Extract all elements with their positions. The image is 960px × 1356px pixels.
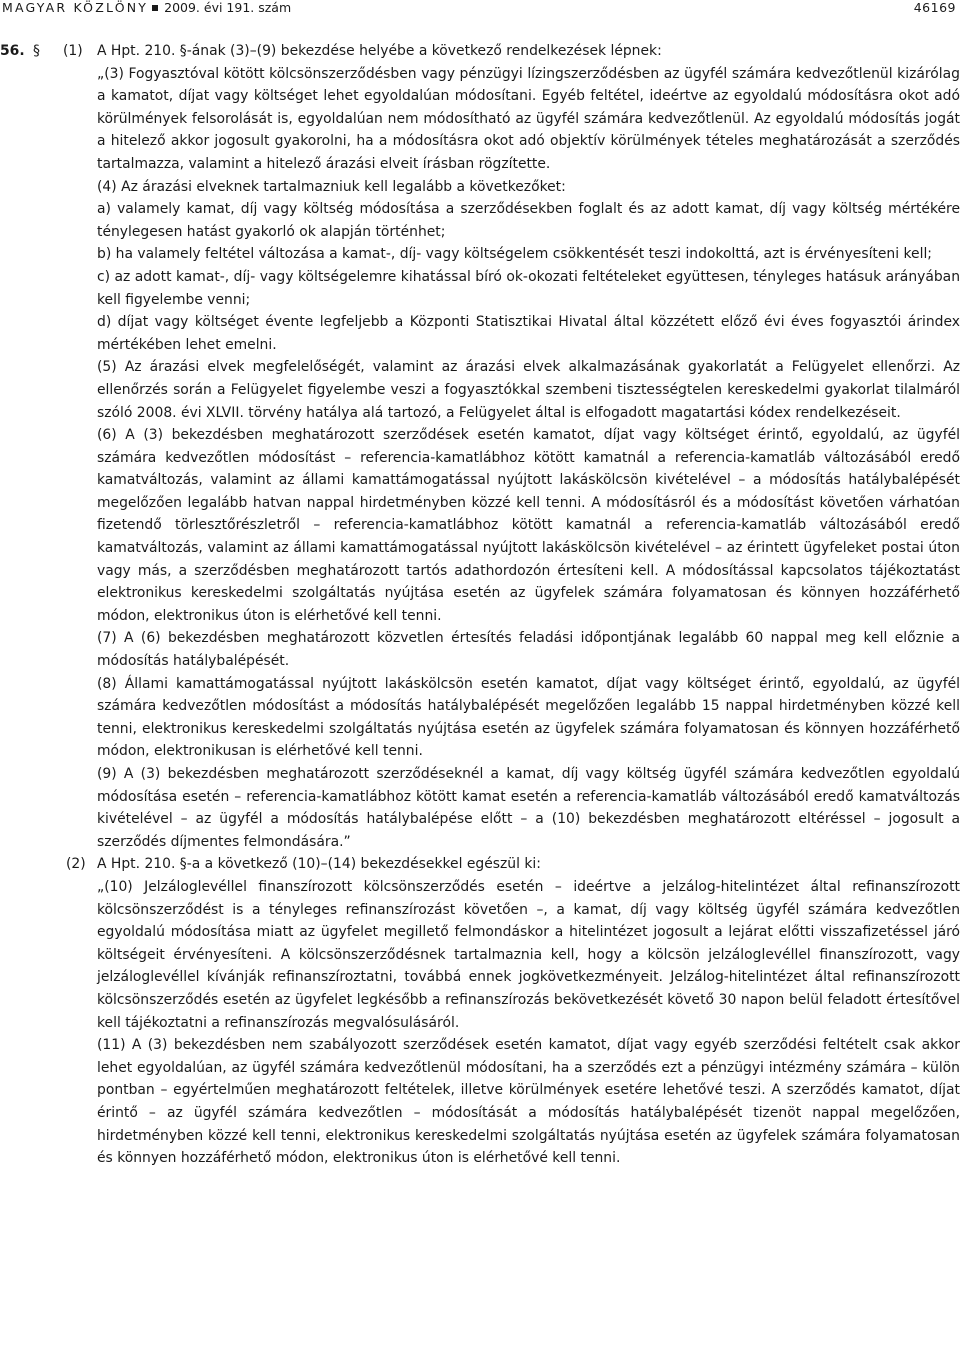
document-body xyxy=(0,40,960,1170)
list-item-c: c) az adott kamat-, díj- vagy költségelemre kihatással bíró ok-okozati feltételeket együttesen, tényleges hatásuk arányában kell figyelembe venni; xyxy=(97,268,960,308)
section-3: „(3) Fogyasztóval kötött kölcsönszerződésben vagy pénzügyi lízingszerződésben az ügyfél számára kedvezőtlenül kizárólag a kamatot, díjat vagy költséget lehet egyoldalúan módosítani. Egyéb feltétel, ideértve az egyoldalú módosításra okot adó körülmények felsorolását is, egyoldalúan nem módosítható az ügyfél számára kedvezőtlenül. Az egyoldalú módosítás jogát a hitelező akkor jogosult gyakorolni, ha a módosításra okot adó objektív körülmények tételes meghatározását a szerződés tartalmazza, valamint a hitelező árazási elveit írásban rögzítette. xyxy=(97,65,960,172)
section-mark: § xyxy=(33,43,40,59)
paragraph-text: A Hpt. 210. §-ának (3)–(9) bekezdése helyébe a következő rendelkezések lépnek: xyxy=(97,43,662,59)
journal-masthead xyxy=(2,0,291,15)
section-4: (4) Az árazási elveknek tartalmazniuk kell legalább a következőket: xyxy=(97,178,566,195)
article-number: 56. xyxy=(0,43,25,59)
section-5: (5) Az árazási elvek megfelelőségét, valamint az árazási elvek alkalmazásának gyakorlatát a Felügyelet ellenőrzi. Az ellenőrzés során a Felügyelet figyelembe veszi a fogyasztókkal szembeni tisztességtelen kereskedelmi gyakorlat tilalmáról szóló 2008. évi XLVII. törvény hatálya alá tartozó, a Felügyelet által is elfogadott magatartási kódex rendelkezéseit. xyxy=(97,359,960,421)
issue-label: 2009. évi 191. szám xyxy=(164,0,292,15)
running-header xyxy=(0,0,960,24)
section-8: (8) Állami kamattámogatással nyújtott lakáskölcsön esetén kamatot, díjat vagy költséget érintő, egyoldalú, az ügyfél számára kedvezőtlen módosítást a módosítás hatálybalépését megelőzően legalább 15 nappal hirdetményben közzé kell tenni, elektronikus kereskedelmi szolgáltatás nyújtása esetén az ügyfelek számára folyamatosan és könnyen hozzáférhető módon, elektronikusan is elérhetővé kell tenni. xyxy=(97,675,960,760)
paragraph-label: (1) xyxy=(63,43,83,59)
section-10: „(10) Jelzáloglevéllel finanszírozott kölcsönszerződés esetén – ideértve a jelzálog-hitelintézet által refinanszírozott kölcsönszerződést is a tényleges refinanszírozást követően –, a kamat, díj vagy költség ügyfél számára kedvezőtlen egyoldalú módosítása miatt az ügyfelet megillető felmondáskor a hitelintézet jogosult a lejárat előtti visszafizetéssel járó költségeit érvényesíteni. A kölcsönszerződésnek tartalmaznia kell, hogy a kölcsön jelzáloglevéllel finanszírozott, vagy jelzáloglevéllel kívánják refinanszíroztatni, továbbá ennek jogkövetkezményeit. Jelzálog-hitelintézet által refinanszírozott kölcsönszerződés esetén az ügyfelet legkésőbb a refinanszírozás bekövetkezését követő 30 napon belül feladott értesítővel kell tájékoztatni a refinanszírozás megvalósulásáról. xyxy=(97,878,960,1031)
section-7: (7) A (6) bekezdésben meghatározott közvetlen értesítés feladási időpontjának legalább 60 nappal meg kell előznie a módosítás hatálybalépését. xyxy=(97,630,960,670)
section-9: (9) A (3) bekezdésben meghatározott szerződéseknél a kamat, díj vagy költség ügyfél számára kedvezőtlen egyoldalú módosítása esetén – referencia-kamatlábhoz kötött kamat esetén a referencia-kamatláb változásából eredő kamatváltozás kivételével – az ügyfél a módosítás hatálybalépése előtt – a (10) bekezdésben meghatározott eltéréssel – jogosult a szerződés díjmentes felmondására.” xyxy=(97,766,960,850)
section-6: (6) A (3) bekezdésben meghatározott szerződések esetén kamatot, díjat vagy költséget érintő, egyoldalú, az ügyfél számára kedvezőtlen módosítást – referencia-kamatlábhoz kötött kamatnál a referencia-kamatláb változásából eredő kamatváltozás, valamint az állami kamattámogatással nyújtott lakáskölcsön kivételével – a módosítás hatálybalépését megelőzően legalább hatvan nappal hirdetményben közzé kell tenni. A módosításról és a módosítást követően várhatóan fizetendő törlesztőrészletről – referencia-kamatlábhoz kötött kamatnál a referencia-kamatláb változásából eredő kamatváltozás, valamint az állami kamattámogatással nyújtott lakáskölcsön kivételével – az érintett ügyfeleket postai úton vagy más, a szerződésben meghatározott tartós adathordozón értesíteni kell. A módosítással kapcsolatos tájékoztatást elektronikus kereskedelmi szolgáltatás nyújtása esetén az ügyfelek számára folyamatosan és könnyen hozzáférhető módon, elektronikus úton is elérhetővé kell tenni. xyxy=(97,427,960,624)
section-11: (11) A (3) bekezdésben nem szabályozott szerződések esetén kamatot, díjat vagy egyéb szerződési feltételt csak akkor lehet egyoldalúan, az ügyfél számára kedvezőtlenül módosítani, ha a szerződés ezt a pénzügyi intézmény számára – külön pontban – egyértelműen meghatározott feltételek, illetve körülmények esetére lehetővé teszi. A szerződés kamatot, díjat érintő – az ügyfél számára kedvezőtlen – módosítását a módosítás hatálybalépését tizenöt nappal megelőzően, hirdetményben közzé kell tenni, elektronikus kereskedelmi szolgáltatás nyújtása esetén az ügyfelek számára folyamatosan és könnyen hozzáférhető módon, elektronikus úton is elérhetővé kell tenni. xyxy=(97,1037,960,1167)
journal-name: MAGYAR KÖZLÖNY xyxy=(2,0,149,15)
list-item-b: b) ha valamely feltétel változása a kamat-, díj- vagy költségelem csökkentését teszi indokolttá, azt is érvényesíteni kell; xyxy=(97,246,932,263)
list-item-a: a) valamely kamat, díj vagy költség módosítása a szerződésekben foglalt és az adott kamat, díj vagy költség mértékére ténylegesen hatást gyakorló ok alapján történhet; xyxy=(97,201,960,240)
list-item-d: d) díjat vagy költséget évente legfeljebb a Központi Statisztikai Hivatal által közzétett előző évi éves fogyasztói árindex mértékében lehet emelni. xyxy=(97,314,960,353)
bullet-icon xyxy=(152,5,158,11)
paragraph-label: (2) xyxy=(66,856,86,873)
page-number: 46169 xyxy=(913,0,956,15)
paragraph-1 xyxy=(0,40,960,63)
paragraph-2 xyxy=(0,853,960,876)
paragraph-text: A Hpt. 210. §-a a következő (10)–(14) bekezdésekkel egészül ki: xyxy=(97,856,541,873)
